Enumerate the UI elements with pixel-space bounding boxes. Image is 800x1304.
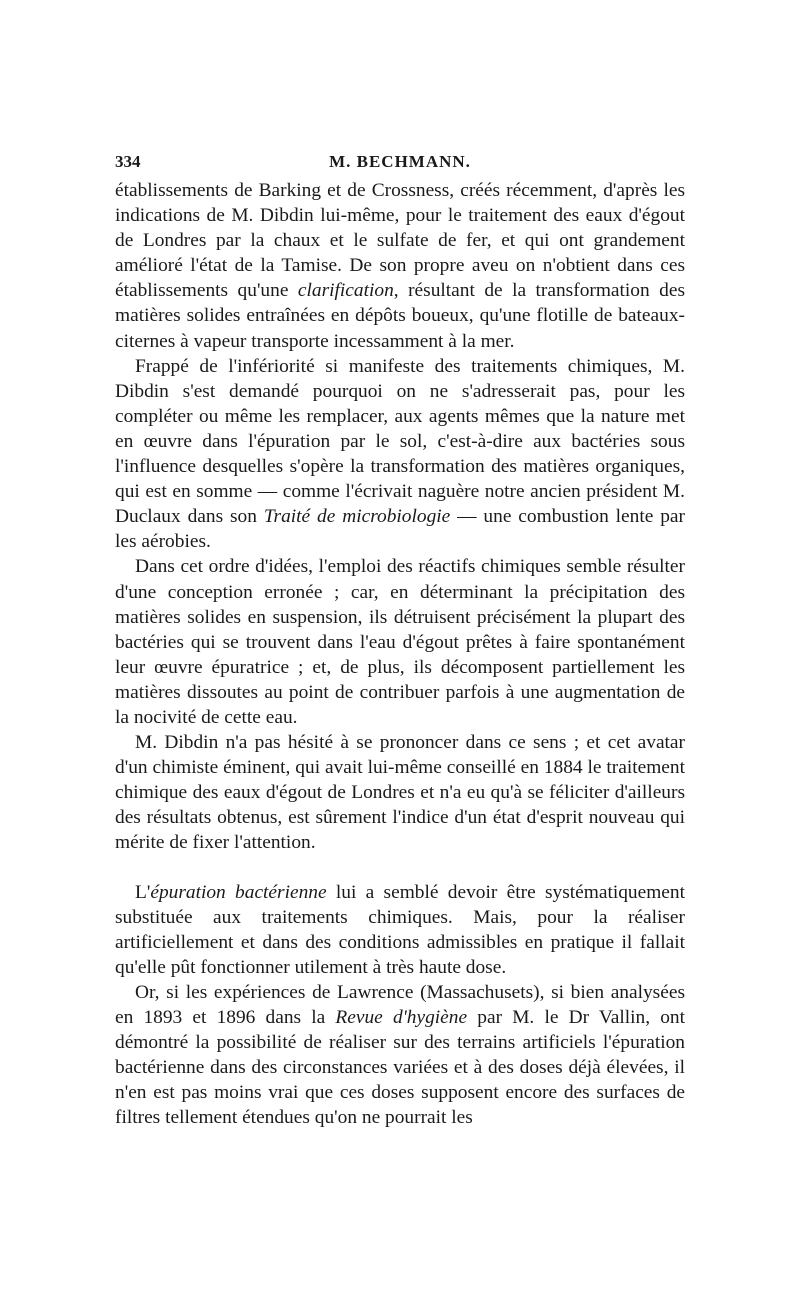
paragraph: L'épuration bactérienne lui a semblé devoir être systématiquement substituée aux traitements chimiques. Mais, pour la réaliser artificiellement et dans des conditions admissibles en pratique il fallait qu'elle pût fonctionner utilement à très haute dose.	[115, 881, 685, 978]
italic-term: épuration bactérienne	[150, 881, 327, 903]
paragraph: Dans cet ordre d'idées, l'emploi des réactifs chimiques semble résulter d'une conception erronée ; car, en déterminant la précipitation des matières solides en suspension, ils détruisent précisément la plupart des bactéries qui se trouvent dans l'eau d'égout prêtes à faire spontanément leur œuvre épuratrice ; et, de plus, ils décomposent partiellement les matières dissoutes au point de contribuer parfois à une augmentation de la nocivité de cette eau.	[115, 556, 685, 728]
paragraph: Or, si les expériences de Lawrence (Massachusets), si bien analysées en 1893 et 1896 dans la Revue d'hygiène par M. le Dr Vallin, ont démontré la possibilité de réaliser sur des terrains artificiels l'épuration bactérienne dans des circonstances variées et à des doses déjà élevées, il n'en est pas moins vrai que ces doses supposent encore des surfaces de filtres tellement étendues qu'on ne pourrait les	[115, 981, 686, 1129]
paragraph: Frappé de l'infériorité si manifeste des traitements chimiques, M. Dibdin s'est demandé pourquoi on ne s'adresserait pas, pour les compléter ou même les remplacer, aux agents mêmes que la nature met en œuvre dans l'épuration par le sol, c'est-à-dire aux bactéries sous l'influence desquelles s'opère la transformation des matières organiques, qui est en somme — comme l'écrivait naguère notre ancien président M. Duclaux dans son Traité de microbiologie — une combustion lente par les aérobies.	[115, 355, 685, 553]
paragraph: établissements de Barking et de Crossness, créés récemment, d'après les indications de M. Dibdin lui-même, pour le traitement des eaux d'égout de Londres par la chaux et le sulfate de fer, et qui ont grandement amélioré l'état de la Tamise. De son propre aveu on n'obtient dans ces établissements qu'une clarification, résultant de la transformation des matières solides entraînées en dépôts boueux, qu'une flotille de bateaux-citernes à vapeur transporte incessamment à la mer.	[115, 180, 686, 352]
italic-title: Revue d'hygiène	[335, 1007, 468, 1028]
section-gap	[115, 856, 685, 880]
paragraph: M. Dibdin n'a pas hésité à se prononcer dans ce sens ; et cet avatar d'un chimiste éminent, qui avait lui-même conseillé en 1884 le traitement chimique des eaux d'égout de Londres et n'a eu qu'à se féliciter d'ailleurs des résultats obtenus, est sûrement l'indice d'un état d'esprit nouveau qui mérite de fixer l'attention.	[115, 732, 685, 854]
page-number: 334	[115, 152, 141, 171]
italic-title: Traité de microbiologie	[263, 506, 451, 528]
body-text	[115, 178, 685, 1130]
italic-term: clarification	[297, 280, 394, 302]
running-head: M. BECHMANN.	[329, 152, 471, 171]
page-header	[115, 152, 685, 176]
